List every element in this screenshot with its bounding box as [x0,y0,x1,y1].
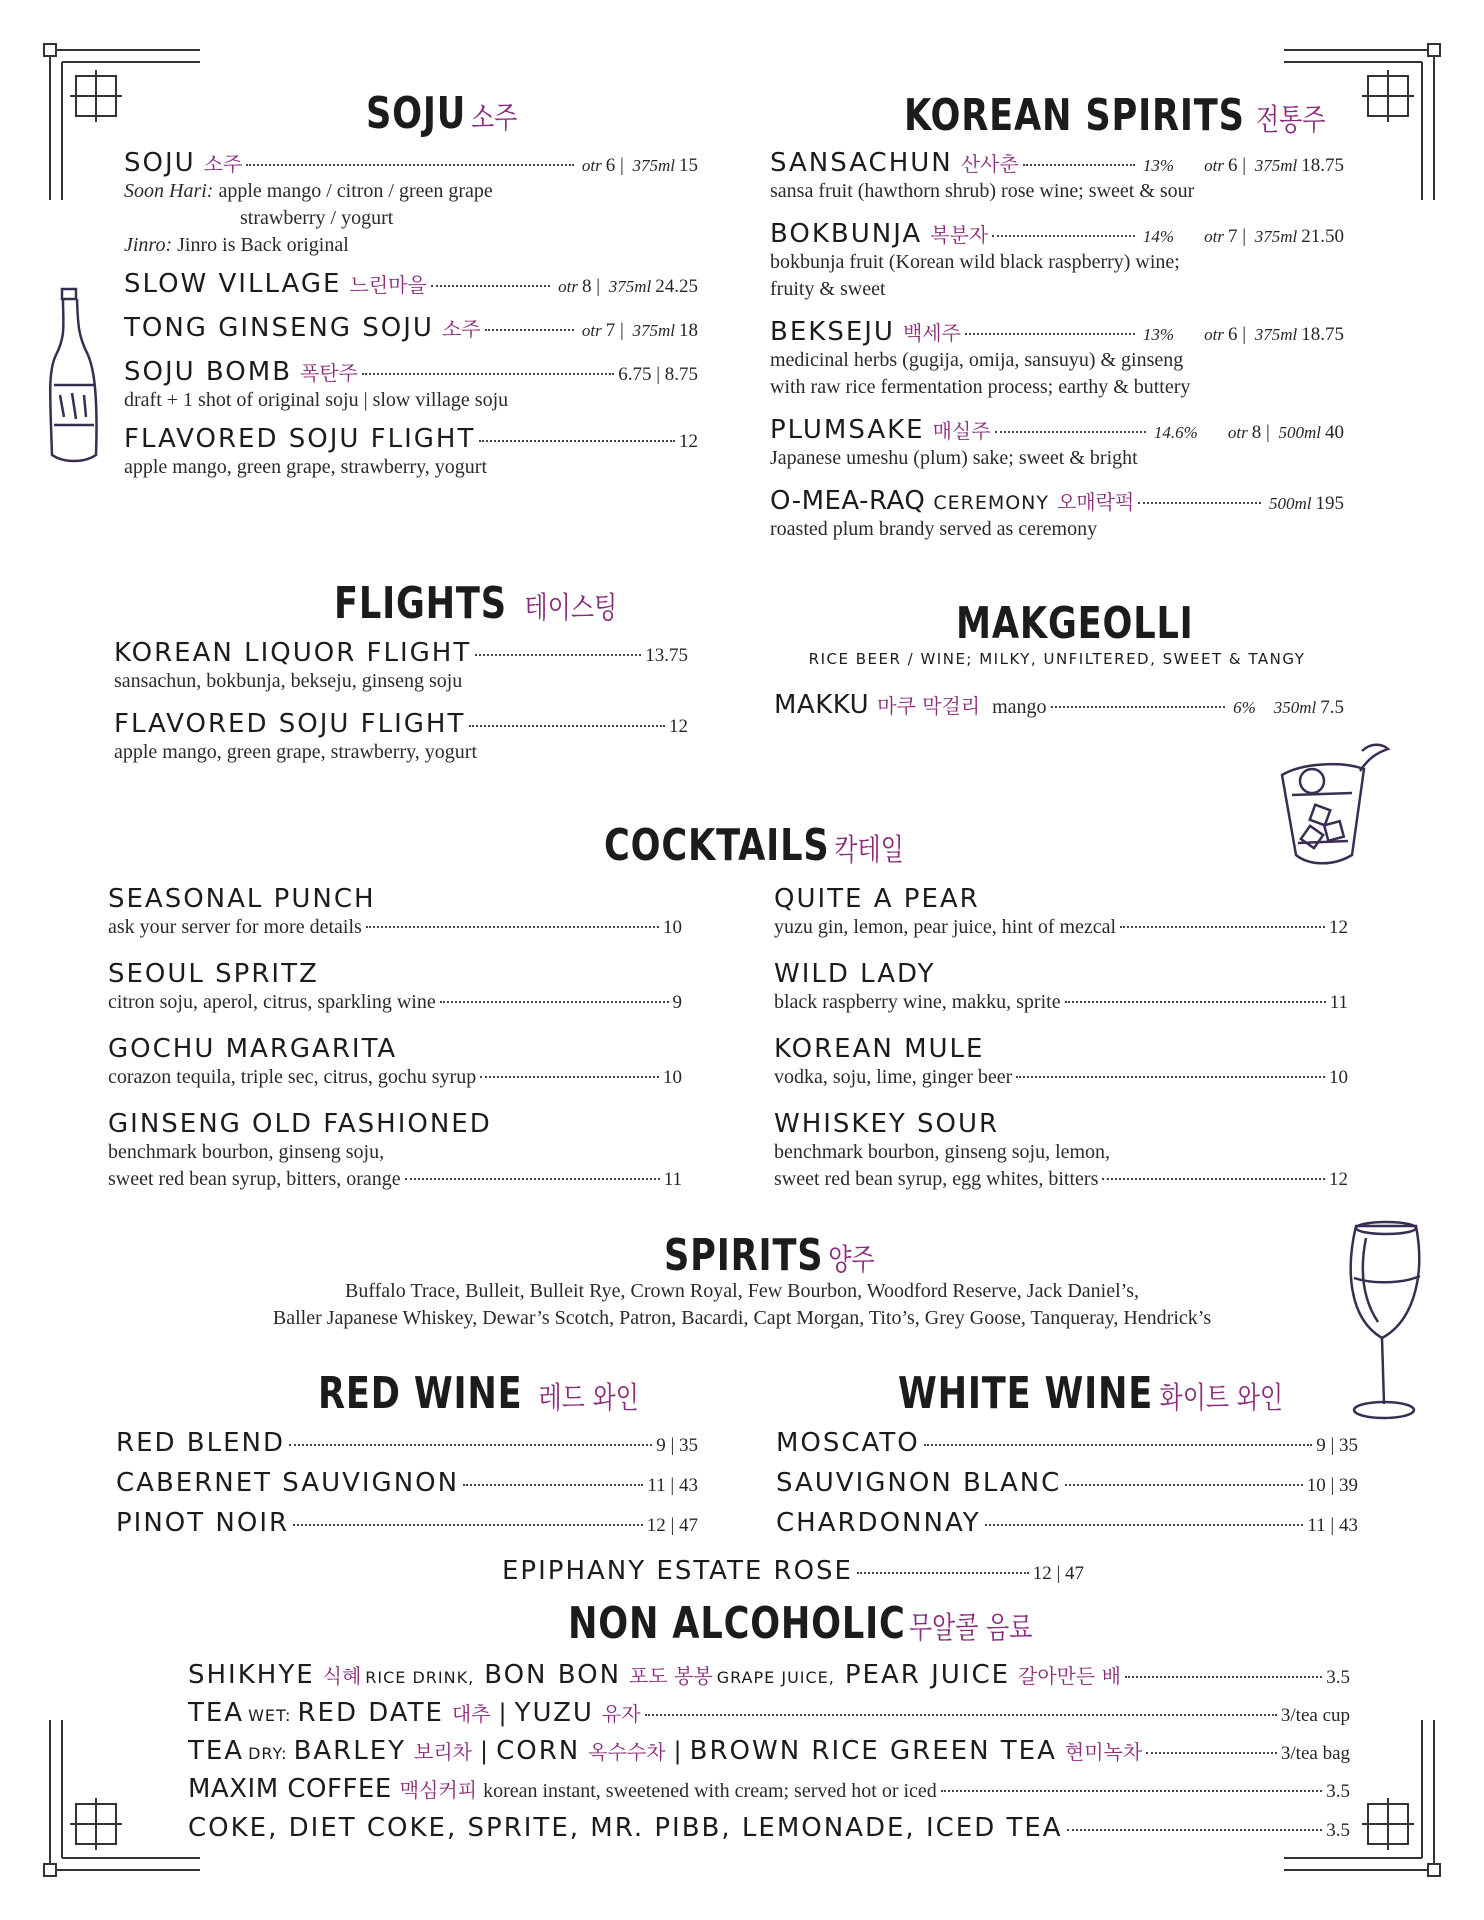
red-wine-heading: RED WINE 레드 와인 [318,1368,639,1419]
soju-item: SOJU 소주 otr 6 | 375ml 15 [124,148,698,178]
cocktail-item: WILD LADY black raspberry wine, makku, sprite 11 [774,959,1348,1013]
red-wine-item: PINOT NOIR 12 | 47 [116,1508,698,1538]
bekseju-desc-2: with raw rice fermentation process; earthy & buttery [770,376,1191,398]
flights-heading-ko: 테이스팅 [524,591,618,626]
non-alcoholic-heading: NON ALCOHOLIC 무알콜 음료 [568,1598,1033,1649]
flavored-soju-flight-desc: apple mango, green grape, strawberry, yogurt [124,456,488,478]
non-alcoholic-row-5: COKE, DIET COKE, SPRITE, MR. PIBB, LEMONADE, ICED TEA 3.5 [188,1813,1350,1843]
bokbunja-desc-2: fruity & sweet [770,278,886,300]
non-alcoholic-row-2: TEA WET: RED DATE 대추 | YUZU 유자 3/tea cup [188,1698,1350,1728]
soju-heading: SOJU 소주 [366,88,518,139]
soju-jinro: Jinro: Jinro is Back original [124,234,349,256]
white-wine-heading-ko: 화이트 와인 [1159,1381,1284,1416]
corner-ornament-bottom-left [40,1710,210,1880]
cocktail-glass-illustration [1272,735,1392,875]
white-wine-list [776,1428,1358,1538]
korean-liquor-flight-item: KOREAN LIQUOR FLIGHT 13.75 [114,638,688,668]
korean-spirits-section [770,148,1344,543]
non-alcoholic-heading-ko: 무알콜 음료 [908,1611,1033,1646]
spirits-heading: SPIRITS 양주 [664,1230,875,1281]
bokbunja-item: BOKBUNJA 복분자 14% otr 7 | 375ml 21.50 [770,219,1344,249]
non-alcoholic-row-1: SHIKHYE 식혜 RICE DRINK, BON BON 포도 봉봉 GRAPE JUICE, PEAR JUICE 갈아만든 배 3.5 [188,1660,1350,1690]
red-wine-item: RED BLEND 9 | 35 [116,1428,698,1458]
rose-item: EPIPHANY ESTATE ROSE 12 | 47 [502,1556,1084,1586]
korean-spirits-heading-ko: 전통주 [1255,103,1326,138]
cocktails-heading: COCKTAILS 칵테일 [604,820,904,871]
tong-ginseng-item: TONG GINSENG SOJU 소주 otr 7 | 375ml 18 [124,313,698,343]
sansachun-item: SANSACHUN 산사춘 13% otr 6 | 375ml 18.75 [770,148,1344,178]
makgeolli-subtitle: RICE BEER / WINE; MILKY, UNFILTERED, SWEET & TANGY [808,650,1306,668]
red-wine-heading-ko: 레드 와인 [538,1381,639,1416]
white-wine-item: MOSCATO 9 | 35 [776,1428,1358,1458]
white-wine-item: CHARDONNAY 11 | 43 [776,1508,1358,1538]
cocktails-left [108,884,682,1193]
red-wine-item: CABERNET SAUVIGNON 11 | 43 [116,1468,698,1498]
flavored-soju-flight-item: FLAVORED SOJU FLIGHT 12 [124,424,698,454]
makgeolli-heading: MAKGEOLLI [956,598,1194,649]
omearaq-item: O-MEA-RAQ CEREMONY 오매락퍽 500ml 195 [770,486,1344,516]
bekseju-item: BEKSEJU 백세주 13% otr 6 | 375ml 18.75 [770,317,1344,347]
white-wine-heading: WHITE WINE 화이트 와인 [898,1368,1284,1419]
bottle-illustration [42,285,102,465]
cocktail-item: GOCHU MARGARITA corazon tequila, triple sec, citrus, gochu syrup 10 [108,1034,682,1088]
korean-spirits-heading: KOREAN SPIRITS 전통주 [904,90,1326,141]
red-wine-list [116,1428,698,1538]
cocktail-item: QUITE A PEAR yuzu gin, lemon, pear juice, hint of mezcal 12 [774,884,1348,938]
spirits-list-2: Baller Japanese Whiskey, Dewar’s Scotch, Patron, Bacardi, Capt Morgan, Tito’s, Grey Goose, Tanqueray, Hendrick’s [272,1307,1212,1329]
non-alcoholic-row-4: MAXIM COFFEE 맥심커피 korean instant, sweetened with cream; served hot or iced 3.5 [188,1774,1350,1804]
non-alcoholic-list [188,1660,1350,1843]
cocktail-item: GINSENG OLD FASHIONED benchmark bourbon, ginseng soju, sweet red bean syrup, bitters, orange 11 [108,1109,682,1190]
white-wine-item: SAUVIGNON BLANC 10 | 39 [776,1468,1358,1498]
omearaq-desc: roasted plum brandy served as ceremony [770,518,1098,540]
spirits-list-1: Buffalo Trace, Bulleit, Bulleit Rye, Crown Royal, Few Bourbon, Woodford Reserve, Jack Daniel’s, [345,1280,1139,1302]
spirits-heading-ko: 양주 [828,1243,875,1278]
flights-flavored-soju-desc: apple mango, green grape, strawberry, yogurt [114,741,478,763]
cocktails-heading-ko: 칵테일 [834,833,904,868]
soju-section [124,148,698,481]
non-alcoholic-row-3: TEA DRY: BARLEY 보리차 | CORN 옥수수차 | BROWN RICE GREEN TEA 현미녹차 3/tea bag [188,1736,1350,1766]
cocktail-item: KOREAN MULE vodka, soju, lime, ginger beer 10 [774,1034,1348,1088]
slow-village-item: SLOW VILLAGE 느린마을 otr 8 | 375ml 24.25 [124,269,698,299]
makku-item: MAKKU 마쿠 막걸리 mango 6% 350ml 7.5 [774,690,1344,720]
flights-heading: FLIGHTS 테이스팅 [334,578,618,629]
flights-section [114,638,688,766]
plumsake-desc: Japanese umeshu (plum) sake; sweet & bright [770,447,1138,469]
soju-soonhari: Soon Hari: apple mango / citron / green grape [124,180,493,202]
bekseju-desc-1: medicinal herbs (gugija, omija, sansuyu) & ginseng [770,349,1184,371]
soju-heading-ko: 소주 [470,101,518,136]
soju-soonhari-2: strawberry / yogurt [240,207,394,229]
korean-liquor-flight-desc: sansachun, bokbunja, bekseju, ginseng soju [114,670,463,692]
cocktail-item: SEASONAL PUNCH ask your server for more details 10 [108,884,682,938]
bokbunja-desc-1: bokbunja fruit (Korean wild black raspberry) wine; [770,251,1180,273]
soju-bomb-desc: draft + 1 shot of original soju | slow village soju [124,389,509,411]
flights-flavored-soju-item: FLAVORED SOJU FLIGHT 12 [114,709,688,739]
sansachun-desc: sansa fruit (hawthorn shrub) rose wine; sweet & sour [770,180,1195,202]
cocktail-item: SEOUL SPRITZ citron soju, aperol, citrus, sparkling wine 9 [108,959,682,1013]
cocktail-item: WHISKEY SOUR benchmark bourbon, ginseng soju, lemon, sweet red bean syrup, egg whites, bitters 12 [774,1109,1348,1190]
soju-bomb-item: SOJU BOMB 폭탄주 6.75 | 8.75 [124,357,698,387]
plumsake-item: PLUMSAKE 매실주 14.6% otr 8 | 500ml 40 [770,415,1344,445]
cocktails-right [774,884,1348,1193]
